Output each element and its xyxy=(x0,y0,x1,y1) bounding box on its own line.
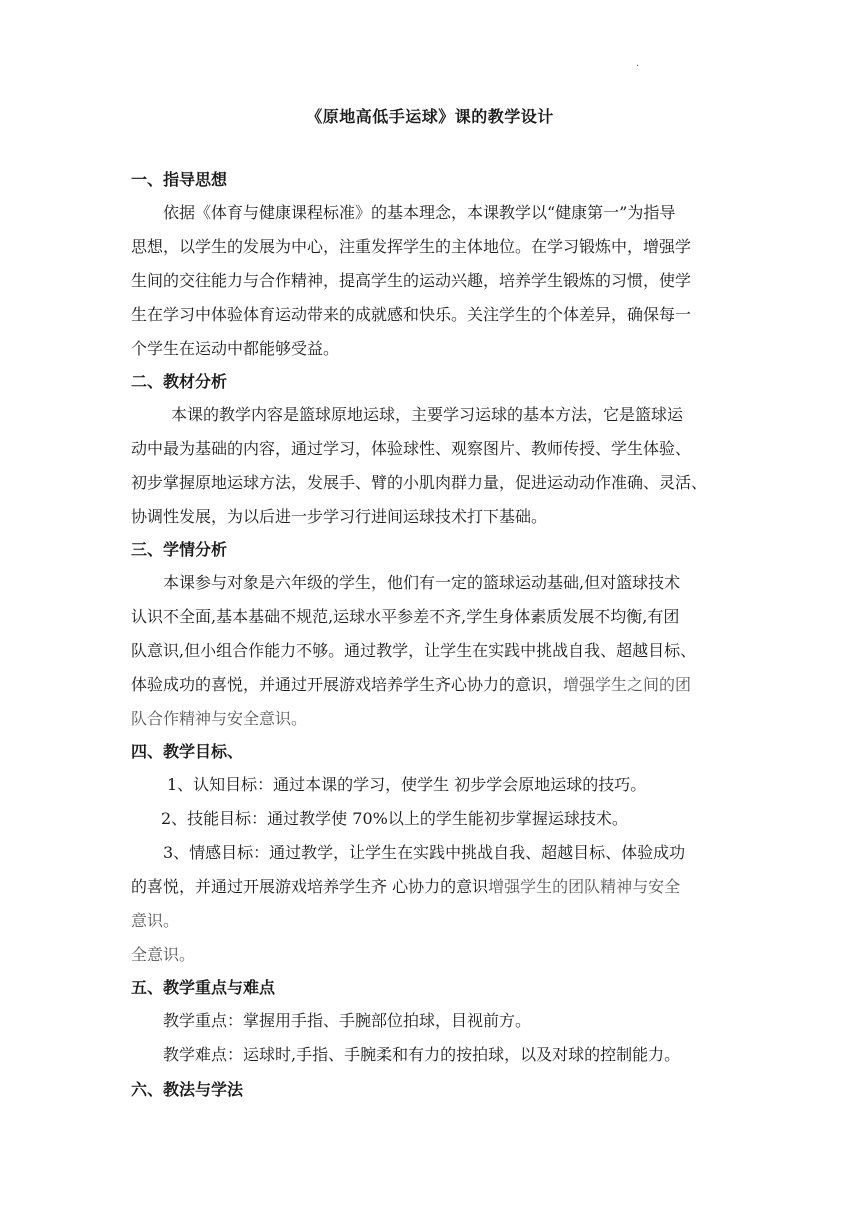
paragraph-line xyxy=(131,870,731,904)
paragraph-line: 本课的教学内容是篮球原地运球，主要学习运球的基本方法，它是篮球运 xyxy=(171,405,684,424)
teaching-difficulty: 教学难点：运球时,手指、手腕柔和有力的按拍球，以及对球的控制能力。 xyxy=(163,1045,681,1064)
paragraph-line: 队意识,但小组合作能力不够。通过教学，让学生在实践中挑战自我、超越目标、 xyxy=(131,641,697,660)
section-body-teaching-goals xyxy=(131,768,731,972)
goal-cognitive: 1、认知目标：通过本课的学习，使学生 初步学会原地运球的技巧。 xyxy=(167,775,647,794)
paragraph-line: 本课参与对象是六年级的学生，他们有一定的篮球运动基础,但对篮球技术 xyxy=(163,573,681,592)
section-heading-material-analysis: 二、教材分析 xyxy=(131,372,228,391)
paragraph-line: 初步掌握原地运球方法，发展手、臂的小肌肉群力量，促进运动动作准确、灵活、 xyxy=(131,473,708,492)
section-body-material-analysis xyxy=(131,398,731,534)
paragraph-line: 协调性发展，为以后进一步学习行进间运球技术打下基础。 xyxy=(131,507,548,526)
section-heading-key-points: 五、教学重点与难点 xyxy=(131,978,276,997)
paragraph-line xyxy=(131,668,731,702)
teaching-focus: 教学重点：掌握用手指、手腕部位拍球，目视前方。 xyxy=(163,1011,532,1030)
section-heading-learner-analysis: 三、学情分析 xyxy=(131,540,228,559)
paragraph-line: 生间的交往能力与合作精神，提高学生的运动兴趣，培养学生锻炼的习惯，使学 xyxy=(131,271,692,290)
section-heading-guiding-thought: 一、指导思想 xyxy=(131,170,228,189)
section-heading-teaching-goals: 四、教学目标、 xyxy=(131,742,244,761)
paragraph-text: 体验成功的喜悦，并通过开展游戏培养学生齐心协力的意识， xyxy=(131,675,564,694)
paragraph-text: 的喜悦，并通过开展游戏培养学生齐 心协力的意识 xyxy=(131,877,489,896)
section-heading-methods: 六、教法与学法 xyxy=(131,1080,244,1099)
paragraph-line: 认识不全面,基本基础不规范,运球水平参差不齐,学生身体素质发展不均衡,有团 xyxy=(131,607,680,626)
goal-affective: 3、情感目标：通过教学，让学生在实践中挑战自我、超越目标、体验成功 xyxy=(163,843,686,862)
paragraph-line: 依据《体育与健康课程标准》的基本理念，本课教学以“健康第一”为指导 xyxy=(163,203,676,222)
paragraph-line: 个学生在运动中都能够受益。 xyxy=(131,339,340,358)
highlighted-text: 增强学生的团队精神与安全 xyxy=(488,877,681,896)
section-body-learner-analysis xyxy=(131,566,731,736)
paragraph-line: 动中最为基础的内容，通过学习，体验球性、观察图片、教师传授、学生体验、 xyxy=(131,439,692,458)
page-mark: . xyxy=(636,58,640,69)
goal-skill: 2、技能目标：通过教学使 70%以上的学生能初步掌握运球技术。 xyxy=(161,809,628,828)
paragraph-line: 队合作精神与安全意识。 xyxy=(131,709,308,728)
paragraph-line: 生在学习中体验体育运动带来的成就感和快乐。关注学生的个体差异，确保每一 xyxy=(131,305,692,324)
paragraph-line: 全意识。 xyxy=(131,945,196,964)
highlighted-text: 增强学生之间的团 xyxy=(563,675,692,694)
section-body-guiding-thought xyxy=(131,196,731,366)
document-title: 《原地高低手运球》课的教学设计 xyxy=(306,107,554,126)
paragraph-line: 意识。 xyxy=(131,911,180,930)
section-body-key-points xyxy=(131,1004,731,1072)
paragraph-line: 思想，以学生的发展为中心，注重发挥学生的主体地位。在学习锻炼中，增强学 xyxy=(131,237,692,256)
